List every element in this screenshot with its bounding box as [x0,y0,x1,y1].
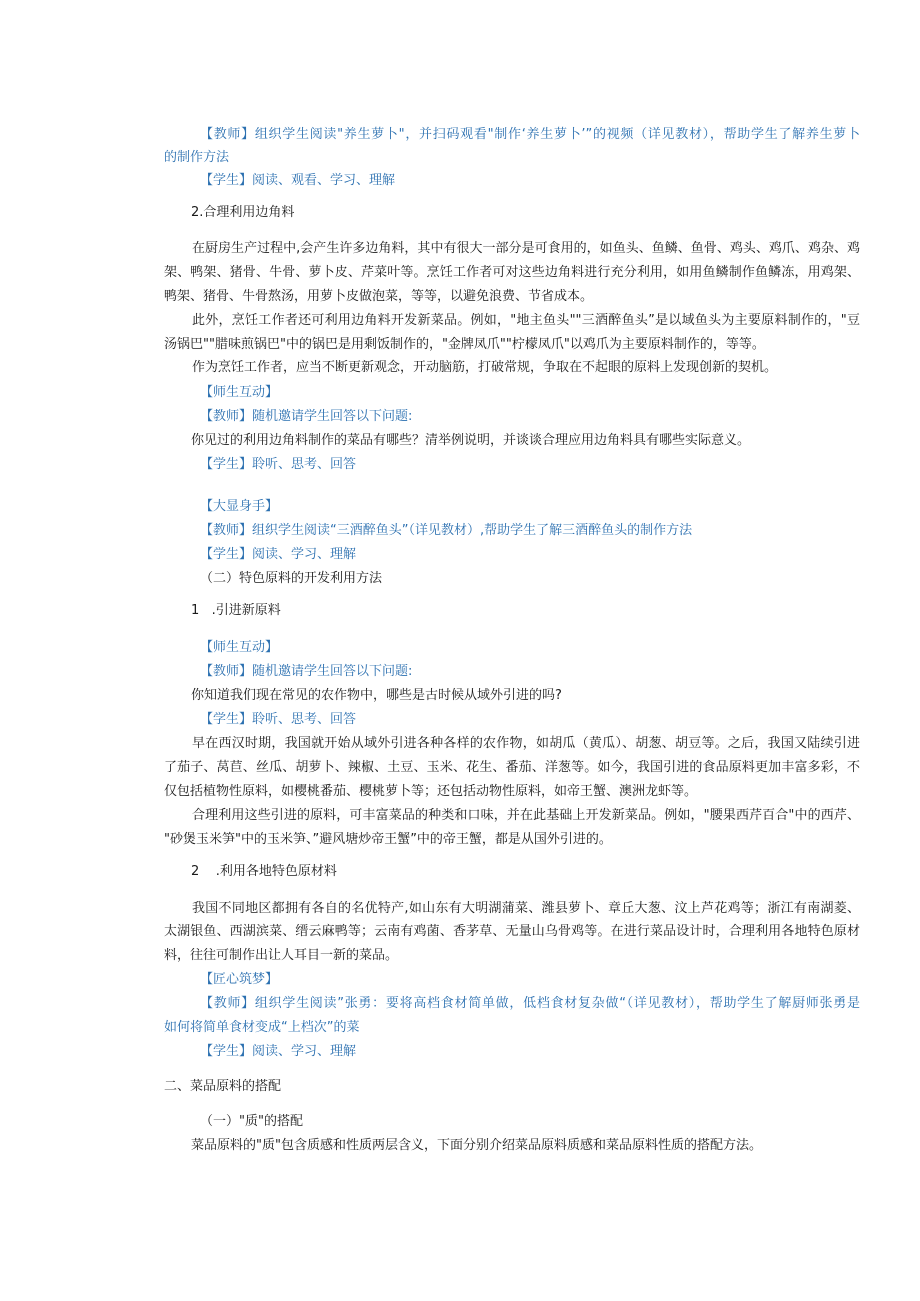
tag-craftsman-dream: 【匠心筑梦】 [200,972,279,987]
heading-special-materials: （二）特色原料的开发利用方法 [200,571,383,586]
tag-interaction-2: 【师生互动】 [200,640,279,655]
para-leftover-1c: 鸭架、猪骨、牛骨熬汤，用萝卜皮做泡菜，等等，以避免浪费、节省成本。 [164,289,594,304]
para-import-1c: 仅包括植物性原料，如樱桃番茄、樱桃萝卜等；还包括动物性原料，如帝王蟹、澳洲龙虾等。 [164,784,698,799]
heading-pairing: 二、菜品原料的搭配 [164,1079,282,1094]
para-regional-1a: 我国不同地区都拥有各自的名优特产,如山东有大明湖蒲菜、潍县萝卜、章丘大葱、汶上芦花鸡等；浙江有南湖菱、 [192,901,860,916]
student-line-1: 【学生】阅读、观看、学习、理解 [200,173,396,188]
student-line-2: 【学生】聆听、思考、回答 [200,457,357,472]
heading-quality-pairing: （一）"质"的搭配 [200,1114,303,1129]
question-2: 你知道我们现在常见的农作物中，哪些是古时候从域外引进的吗? [191,688,562,703]
para-import-1a: 早在西汉时期，我国就开始从域外引进各种各样的农作物，如胡瓜（黄瓜）、胡葱、胡豆等。之后，我国又陆续引进 [192,736,860,751]
teacher-line-zhang-yong: 【教师】组织学生阅读”张勇：要将高档食材简单做，低档食材复杂做“（详见教材），帮助学生了解厨师张勇是 [200,996,860,1011]
para-quality: 菜品原料的"质"包含质感和性质两层含义，下面分别介绍菜品原料质感和菜品原料性质的搭配方法。 [191,1138,762,1153]
tag-show-skills: 【大显身手】 [200,499,279,514]
teacher-line-question-1: 【教师】随机邀请学生回答以下问题: [200,409,413,424]
para-leftover-2b: 汤锅巴""腊味煎锅巴"中的锅巴是用剩饭制作的，"金牌凤爪""柠檬凤爪"以鸡爪为主要原料制作的，等等。 [164,337,765,352]
student-line-3: 【学生】阅读、学习、理解 [200,547,357,562]
heading-import-materials: 1 .引进新原料 [191,603,281,618]
para-import-2b: "砂煲玉米笋"中的玉米笋、”避风塘炒帝王蟹”中的帝王蟹，都是从国外引进的。 [164,832,612,847]
heading-leftover-materials: 2.合理利用边角料 [191,205,295,220]
teacher-line-radish-cont: 的制作方法 [164,150,230,165]
teacher-line-zhang-yong-cont: 如何将简单食材变成“上档次”的菜 [164,1020,360,1035]
para-import-2a: 合理利用这些引进的原料，可丰富菜品的种类和口味，并在此基础上开发新菜品。例如，"腰果西芹百合"中的西芹、 [192,808,860,823]
para-leftover-1a: 在厨房生产过程中,会产生许多边角料，其中有很大一部分是可食用的，如鱼头、鱼鳞、鱼骨、鸡头、鸡爪、鸡杂、鸡 [192,241,860,256]
para-leftover-3: 作为烹饪工作者，应当不断更新观念，开动脑筋，打破常规，争取在不起眼的原料上发现创新的契机。 [192,360,778,375]
para-regional-1b: 太湖银鱼、西湖滨菜、缙云麻鸭等；云南有鸡菌、香茅草、无量山乌骨鸡等。在进行菜品设计时，合理利用各地特色原材 [164,924,860,939]
heading-regional-materials: 2 .利用各地特色原材料 [191,864,337,879]
teacher-line-fish-head: 【教师】组织学生阅读“三酒醉鱼头”（详见教材）,帮助学生了解三酒醉鱼头的制作方法 [200,523,693,538]
tag-interaction-1: 【师生互动】 [200,385,279,400]
student-line-4: 【学生】聆听、思考、回答 [200,712,357,727]
student-line-5: 【学生】阅读、学习、理解 [200,1044,357,1059]
para-leftover-2a: 此外，烹饪工作者还可利用边角料开发新菜品。例如，"地主鱼头""三酒醉鱼头”是以域鱼头为主要原料制作的，"豆 [192,313,860,328]
teacher-line-question-2: 【教师】随机邀请学生回答以下问题: [200,664,413,679]
question-1: 你见过的利用边角料制作的菜品有哪些？清举例说明，并谈谈合理应用边角料具有哪些实际意义。 [191,433,751,448]
para-import-1b: 了茄子、莴苣、丝瓜、胡萝卜、辣椒、土豆、玉米、花生、番茄、洋葱等。如今，我国引进的食品原料更加丰富多彩，不 [164,760,860,775]
teacher-line-radish: 【教师】组织学生阅读"养生萝卜"，并扫码观看"制作‘养生萝卜’”的视频（详见教材），帮助学生了解养生萝卜 [200,127,860,142]
para-regional-1c: 料，往往可制作出让人耳目一新的菜品。 [164,948,399,963]
para-leftover-1b: 架、鸭架、猪骨、牛骨、萝卜皮、芹菜叶等。烹饪工作者可对这些边角料进行充分利用，如用鱼鳞制作鱼鳞冻，用鸡架、 [164,265,860,280]
